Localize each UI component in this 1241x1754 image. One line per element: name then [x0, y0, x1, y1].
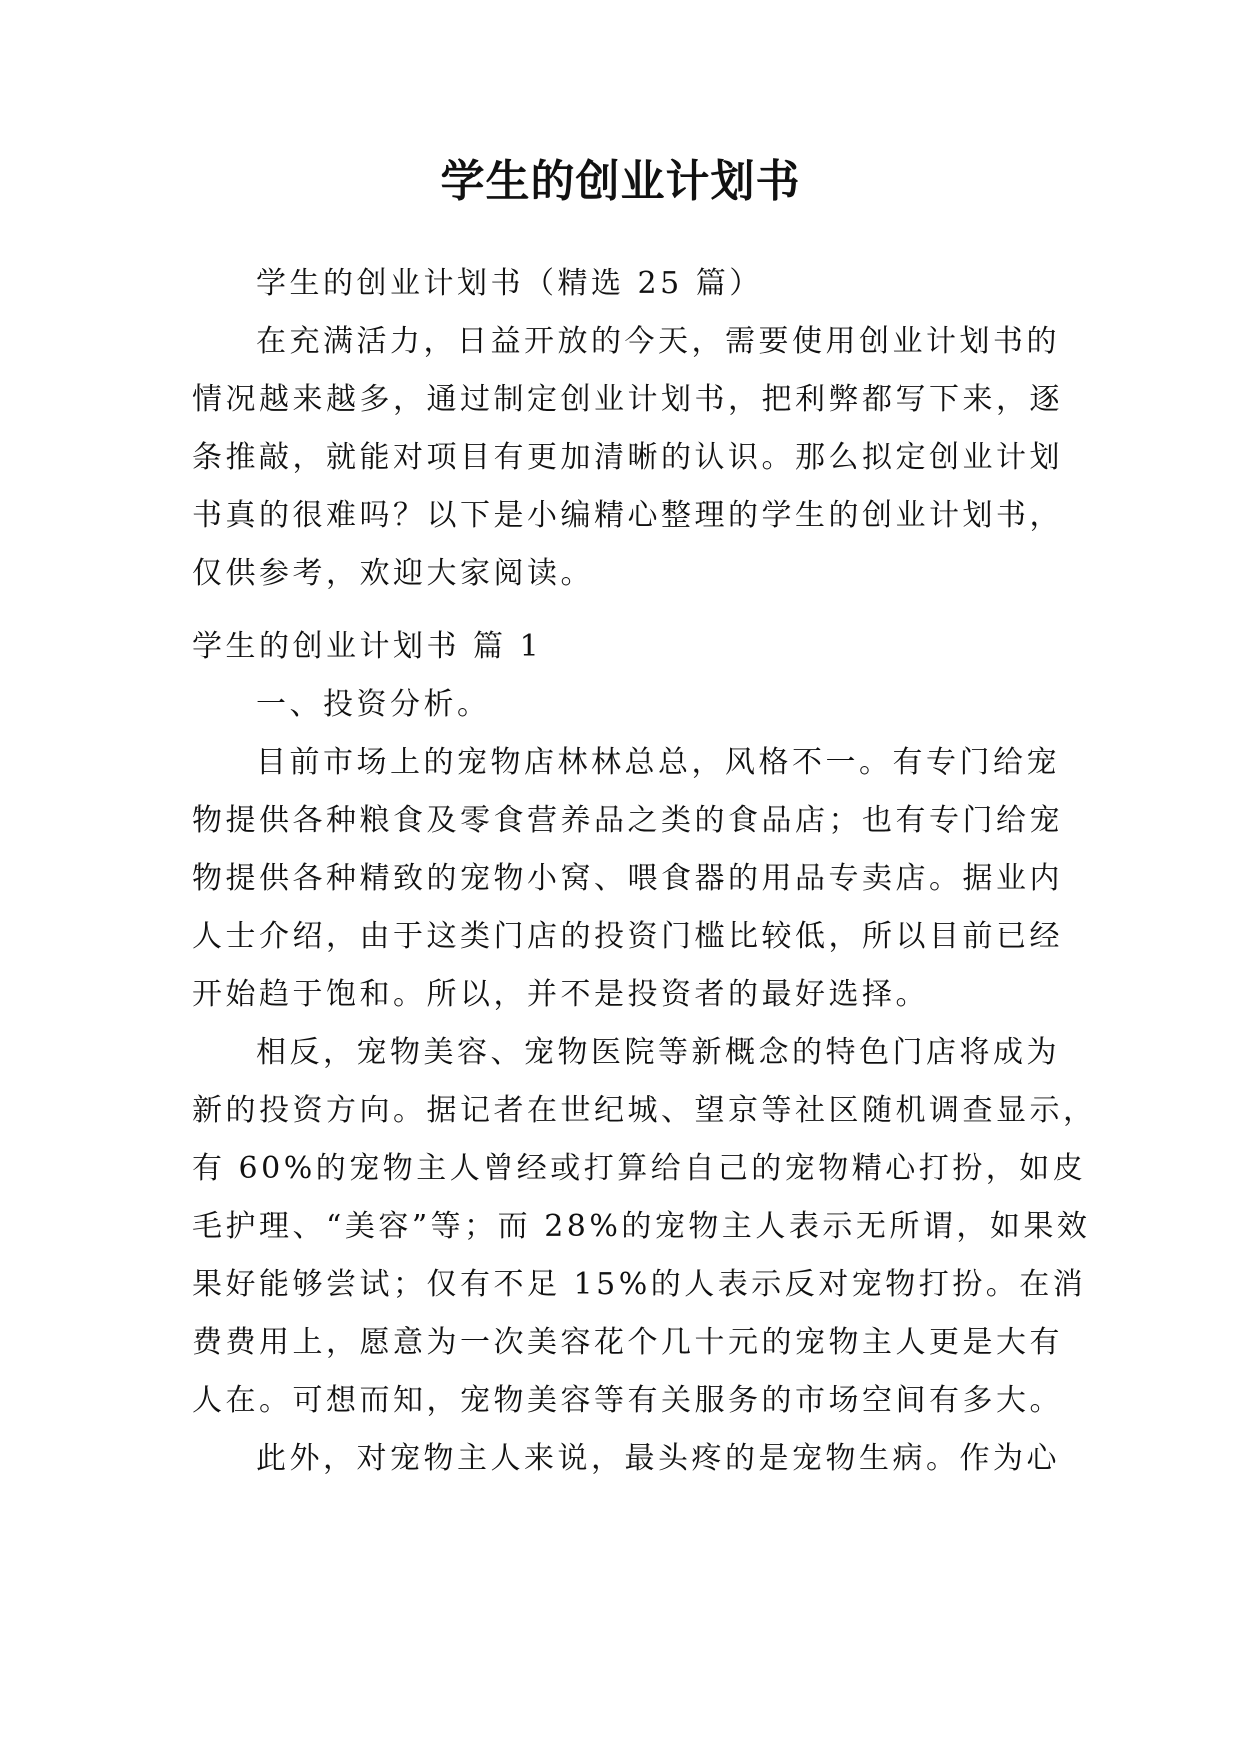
section-heading: 学生的创业计划书 篇 1	[192, 629, 543, 664]
intro-line: 书真的很难吗？以下是小编精心整理的学生的创业计划书，	[192, 498, 1063, 533]
section-1	[192, 618, 1097, 1488]
paragraph-line: 毛护理、“美容”等；而 28%的宠物主人表示无所谓，如果效	[192, 1209, 1091, 1244]
paragraph-line: 此外，对宠物主人来说，最头疼的是宠物生病。作为心	[256, 1441, 1060, 1476]
intro-section	[192, 255, 1063, 603]
document-title: 学生的创业计划书	[440, 156, 801, 207]
paragraph-line: 物提供各种精致的宠物小窝、喂食器的用品专卖店。据业内	[192, 861, 1063, 896]
intro-subtitle: 学生的创业计划书（精选 25 篇）	[256, 266, 763, 301]
intro-line: 情况越来越多，通过制定创业计划书，把利弊都写下来，逐	[192, 382, 1063, 417]
paragraph-line: 物提供各种粮食及零食营养品之类的食品店；也有专门给宠	[192, 803, 1063, 838]
paragraph-line: 人士介绍，由于这类门店的投资门槛比较低，所以目前已经	[192, 919, 1063, 954]
intro-line: 条推敲，就能对项目有更加清晰的认识。那么拟定创业计划	[192, 440, 1063, 475]
paragraph-line: 相反，宠物美容、宠物医院等新概念的特色门店将成为	[256, 1035, 1060, 1070]
paragraph-line: 人在。可想而知，宠物美容等有关服务的市场空间有多大。	[192, 1383, 1063, 1418]
paragraph-line: 开始趋于饱和。所以，并不是投资者的最好选择。	[192, 977, 929, 1012]
paragraph-line: 新的投资方向。据记者在世纪城、望京等社区随机调查显示，	[192, 1093, 1097, 1128]
paragraph-line: 费费用上，愿意为一次美容花个几十元的宠物主人更是大有	[192, 1325, 1063, 1360]
paragraph-line: 有 60%的宠物主人曾经或打算给自己的宠物精心打扮，如皮	[192, 1151, 1087, 1186]
intro-line: 仅供参考，欢迎大家阅读。	[192, 556, 594, 591]
section-subheading: 一、投资分析。	[256, 687, 491, 722]
paragraph-line: 目前市场上的宠物店林林总总，风格不一。有专门给宠	[256, 745, 1060, 780]
intro-line: 在充满活力，日益开放的今天，需要使用创业计划书的	[256, 324, 1060, 359]
paragraph-line: 果好能够尝试；仅有不足 15%的人表示反对宠物打扮。在消	[192, 1267, 1087, 1302]
